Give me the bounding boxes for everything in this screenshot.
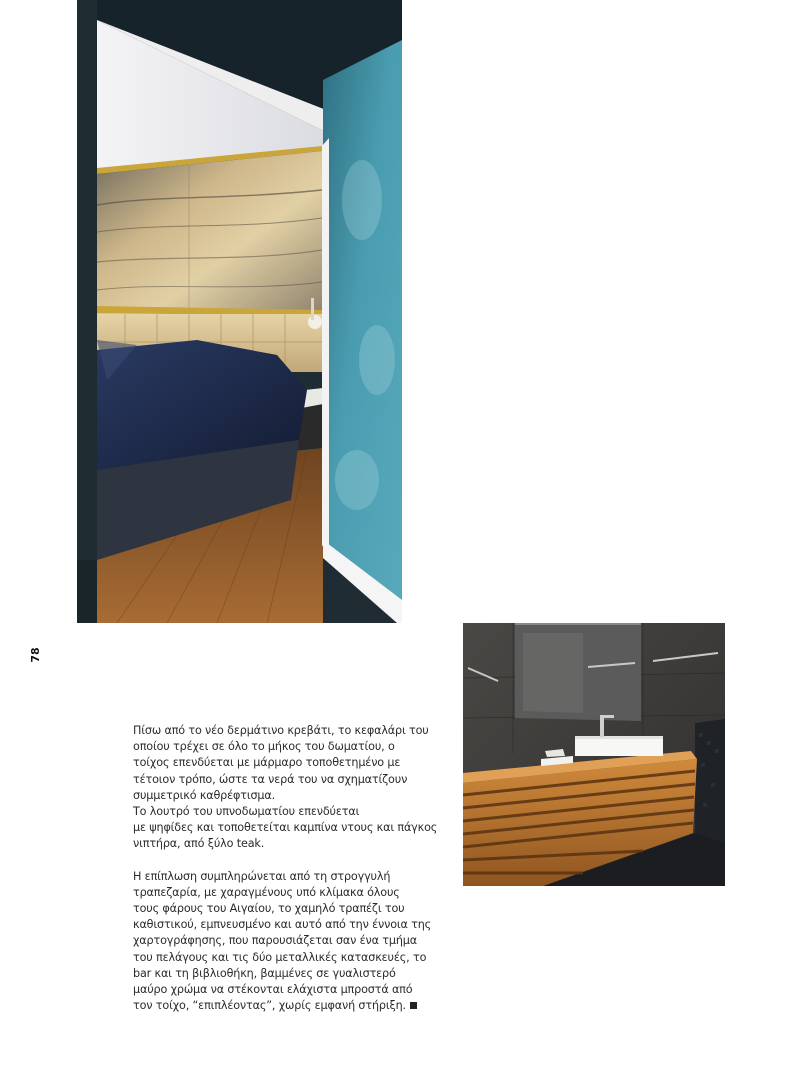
text-line: οποίου τρέχει σε όλο το μήκος του δωματίου, ο <box>133 740 395 754</box>
text-line: χαρτογράφησης, που παρουσιάζεται σαν ένα τμήμα <box>133 934 417 948</box>
text-line: Πίσω από το νέο δερμάτινο κρεβάτι, το κεφαλάρι του <box>133 724 429 737</box>
article-body <box>133 723 438 1014</box>
text-line: του πελάγους και τις δύο μεταλλικές κατασκευές, το <box>133 950 427 964</box>
text-line: συμμετρικό καθρέφτισμα. <box>133 788 276 802</box>
text-line: με ψηφίδες και τοποθετείται καμπίνα ντους και πάγκος <box>133 821 438 835</box>
text-line: μαύρο χρώμα να στέκονται ελάχιστα μπροστά από <box>133 983 413 997</box>
text-line: τέτοιον τρόπο, ώστε τα νερά του να σχηματίζουν <box>133 772 408 786</box>
text-line: τους φάρους του Αιγαίου, το χαμηλό τραπέζι του <box>133 902 405 916</box>
text-line: τον τοίχο, “επιπλέοντας”, χωρίς εμφανή στήριξη. <box>133 999 406 1013</box>
text-line: καθιστικού, εμπνευσμένο και αυτό από την έννοια της <box>133 918 432 932</box>
paragraph-1 <box>133 723 438 853</box>
text-line: τραπεζαρία, με χαραγμένους υπό κλίμακα όλους <box>133 885 400 899</box>
text-line: bar και τη βιβλιοθήκη, βαμμένες σε γυαλιστερό <box>133 966 396 980</box>
end-of-article-mark <box>410 1002 417 1009</box>
bedroom-photo <box>77 0 402 623</box>
text-line: τοίχος επενδύεται με μάρμαρο τοποθετημένο με <box>133 756 401 770</box>
page-number: 78 <box>29 647 42 663</box>
text-line: νιπτήρα, από ξύλο teak. <box>133 837 265 851</box>
text-line: Η επίπλωση συμπληρώνεται από τη στρογγυλή <box>133 869 391 883</box>
paragraph-2 <box>133 869 432 1015</box>
text-line: Το λουτρό του υπνοδωματίου επενδύεται <box>133 805 360 819</box>
bathroom-photo <box>463 623 725 886</box>
